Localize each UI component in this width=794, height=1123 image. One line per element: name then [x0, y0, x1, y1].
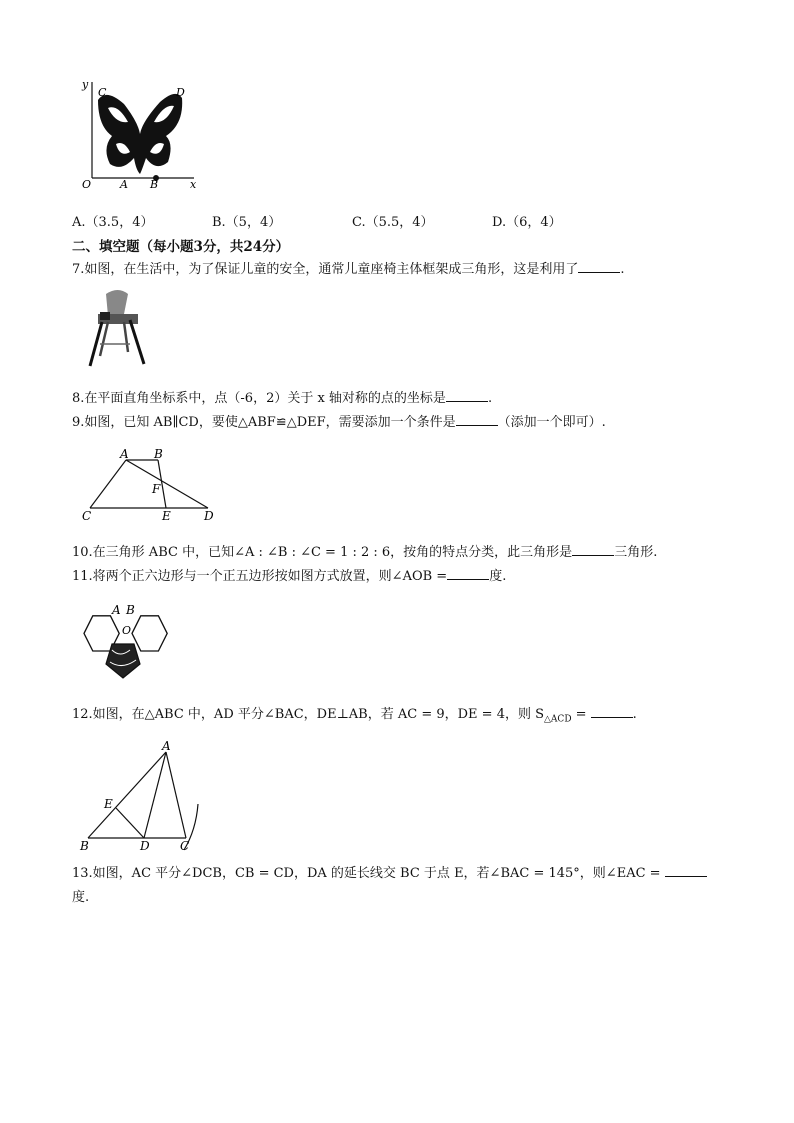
q12-figure [76, 738, 216, 856]
question-7 [72, 260, 625, 279]
butterfly-shape [98, 94, 182, 174]
q9-text-a: 9.如图，已知 AB∥CD，要使△ABF≌△DEF，需要添加一个条件是 [72, 415, 456, 430]
segment-ab [88, 752, 166, 838]
option-a[interactable]: A.（3.5，4） [72, 215, 154, 230]
q9-text-b: （添加一个即可）. [497, 415, 606, 430]
label-o: O [122, 624, 132, 637]
q11-text-b: 度. [489, 569, 507, 584]
q10-answer-blank[interactable] [572, 543, 614, 556]
label-c: C [180, 839, 190, 853]
segment-de [116, 808, 144, 838]
q12-subscript: △ACD [544, 714, 572, 725]
q12-text-b: = [571, 707, 587, 722]
question-11 [72, 567, 506, 586]
question-13-line2: 度. [72, 890, 90, 905]
label-f: F [152, 482, 161, 496]
label-x: x [190, 178, 197, 190]
q12-answer-blank[interactable] [591, 705, 633, 718]
q10-text-b: 三角形. [614, 545, 658, 560]
q13-answer-blank[interactable] [665, 864, 707, 877]
chair-leg-back-right [124, 322, 128, 352]
question-12 [72, 705, 637, 729]
label-c: C [82, 509, 92, 523]
q11-answer-blank[interactable] [447, 567, 489, 580]
q9-answer-blank[interactable] [456, 413, 498, 426]
child-chair-figure [78, 286, 158, 370]
option-c[interactable]: C.（5.5，4） [352, 215, 434, 230]
question-13 [72, 864, 707, 883]
q7-end: . [620, 262, 625, 277]
q9-figure [80, 446, 220, 524]
segment-ac [90, 460, 126, 508]
q13-line1: 13.如图，AC 平分∠DCB，CB = CD，DA 的延长线交 BC 于点 E，若∠BAC = 145°，则∠EAC = [72, 866, 661, 881]
q7-text: 7.如图，在生活中，为了保证儿童的安全，通常儿童座椅主体框架成三角形，这是利用了 [72, 262, 579, 277]
label-c: C [98, 86, 107, 99]
q8-answer-blank[interactable] [446, 389, 488, 402]
segment-ad [126, 460, 208, 508]
chair-tray [100, 312, 110, 320]
label-a: A [112, 603, 121, 617]
label-d: D [176, 86, 185, 99]
label-b: B [154, 447, 163, 461]
question-9 [72, 413, 606, 432]
label-a: A [120, 178, 128, 190]
label-e: E [162, 509, 171, 523]
q11-figure [76, 600, 168, 686]
butterfly-figure [76, 78, 206, 190]
label-d: D [204, 509, 214, 523]
question-8 [72, 389, 492, 408]
q10-text-a: 10.在三角形 ABC 中，已知∠A : ∠B : ∠C = 1 : 2 : 6，按角的特点分类，此三角形是 [72, 545, 573, 560]
q12-text-a: 12.如图，在△ABC 中，AD 平分∠BAC，DE⊥AB，若 AC = 9，DE = 4，则 S [72, 707, 545, 722]
segment-ac [166, 752, 186, 838]
label-o: O [82, 178, 92, 190]
q8-end: . [487, 391, 493, 406]
option-d[interactable]: D.（6，4） [492, 215, 562, 230]
hexagon-right [132, 616, 167, 651]
label-e: E [104, 797, 113, 811]
label-d: D [140, 839, 150, 853]
label-b: B [126, 603, 135, 617]
chair-leg-front-right [130, 320, 144, 364]
option-b[interactable]: B.（5，4） [212, 215, 282, 230]
label-y: y [82, 78, 89, 91]
q11-text-a: 11.将两个正六边形与一个正五边形按如图方式放置，则∠AOB = [72, 569, 448, 584]
section-heading: 二、填空题（每小题3分，共24分） [72, 239, 290, 255]
q12-end: . [632, 707, 637, 722]
label-b: B [150, 178, 159, 190]
question-10 [72, 543, 657, 562]
label-a: A [120, 447, 129, 461]
label-b: B [80, 839, 89, 853]
q8-text: 8.在平面直角坐标系中，点（-6，2）关于 x 轴对称的点的坐标是 [72, 391, 446, 406]
label-a: A [162, 739, 171, 753]
q7-answer-blank[interactable] [578, 260, 620, 273]
